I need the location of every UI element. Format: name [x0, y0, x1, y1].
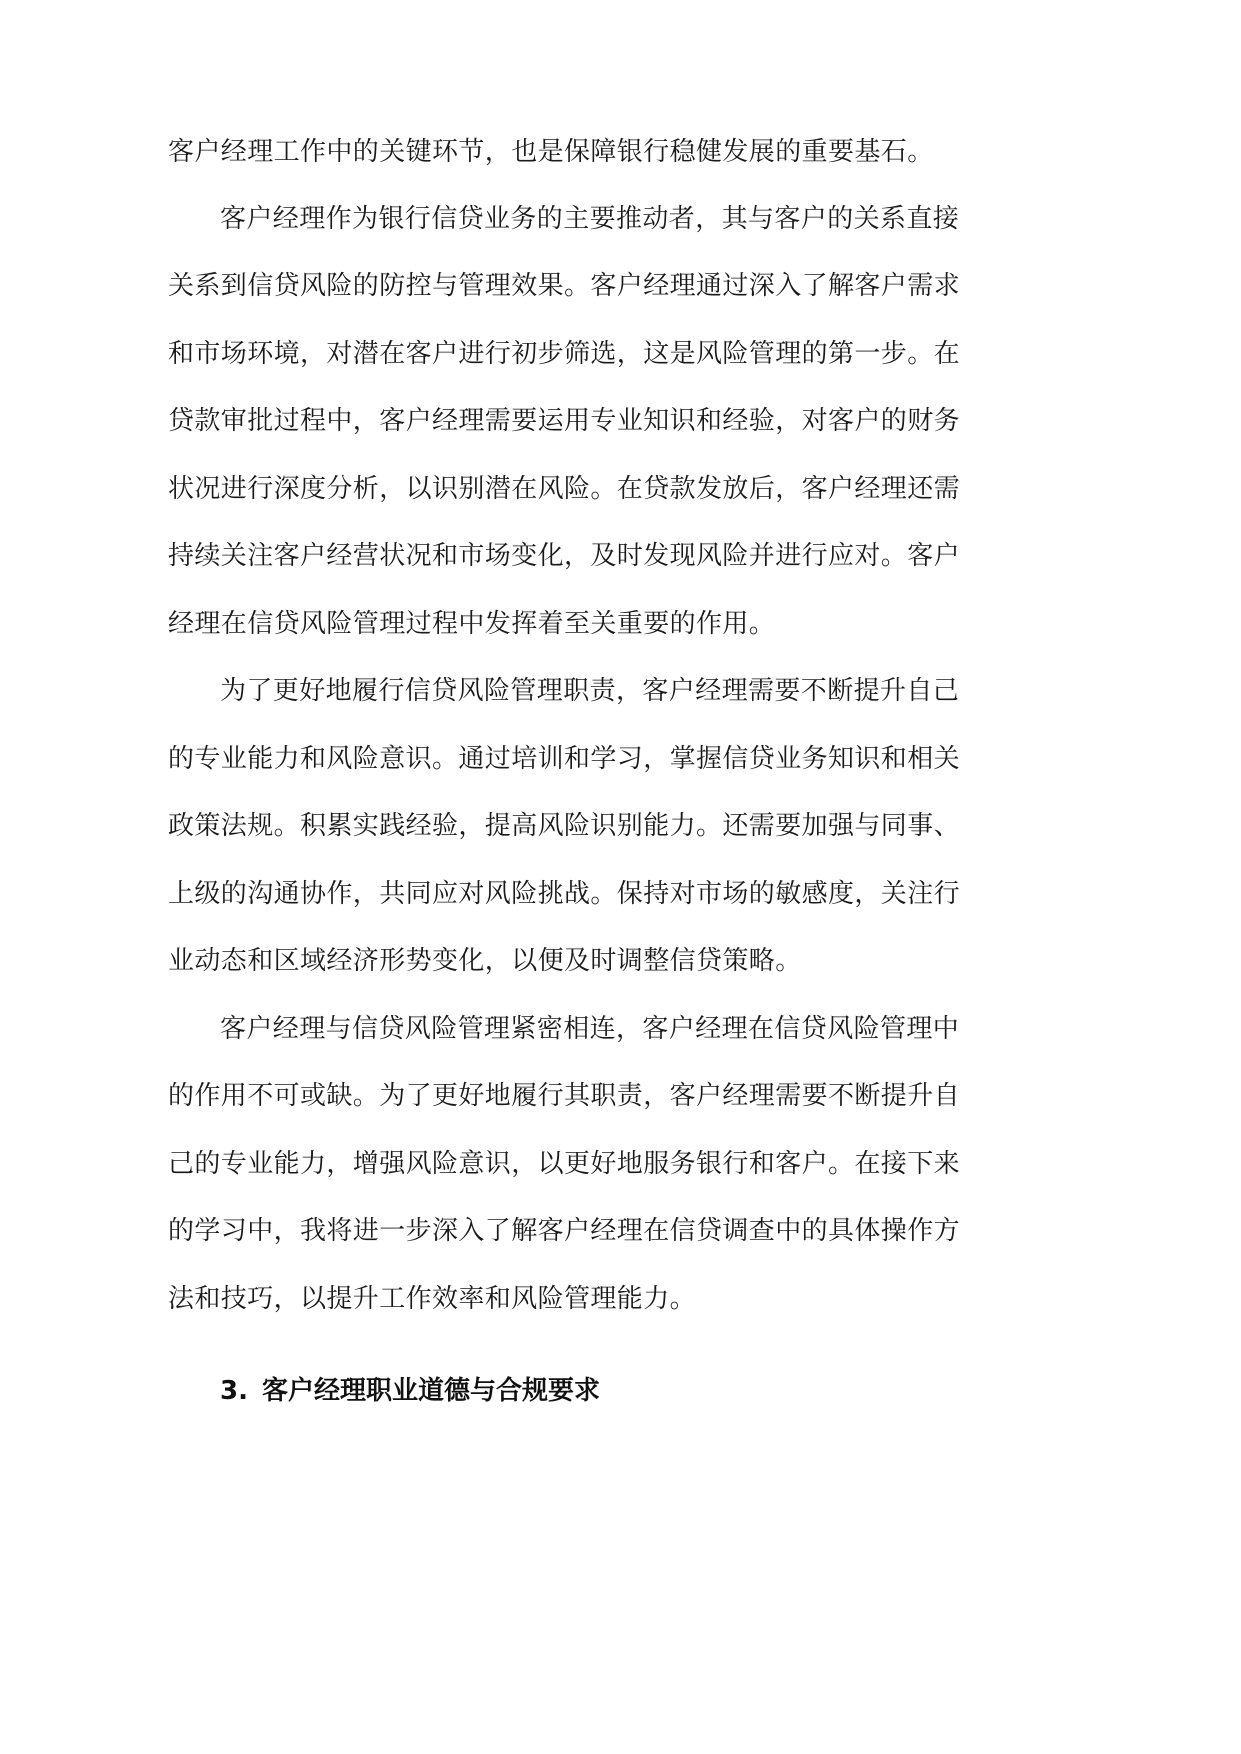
paragraph-4-line-5: 法和技巧，以提升工作效率和风险管理能力。 [168, 1284, 697, 1314]
section-number: 3. [220, 1376, 248, 1406]
paragraph-2-line-2: 关系到信贷风险的防控与管理效果。客户经理通过深入了解客户需求 [168, 271, 961, 301]
paragraph-2-line-1: 客户经理作为银行信贷业务的主要推动者，其与客户的关系直接 [220, 204, 960, 234]
paragraph-4-line-1: 客户经理与信贷风险管理紧密相连，客户经理在信贷风险管理中 [220, 1014, 960, 1044]
paragraph-3-line-2: 的专业能力和风险意识。通过培训和学习，掌握信贷业务知识和相关 [168, 744, 961, 774]
paragraph-4-line-2: 的作用不可或缺。为了更好地履行其职责，客户经理需要不断提升自 [168, 1081, 961, 1111]
paragraph-2-line-5: 状况进行深度分析，以识别潜在风险。在贷款发放后，客户经理还需 [168, 474, 961, 504]
paragraph-3-line-1: 为了更好地履行信贷风险管理职责，客户经理需要不断提升自己 [220, 676, 960, 706]
paragraph-2-line-3: 和市场环境，对潜在客户进行初步筛选，这是风险管理的第一步。在 [168, 339, 961, 369]
paragraph-4-line-4: 的学习中，我将进一步深入了解客户经理在信贷调查中的具体操作方 [168, 1216, 961, 1246]
paragraph-3-line-5: 业动态和区域经济形势变化，以便及时调整信贷策略。 [168, 946, 802, 976]
section-title: 客户经理职业道德与合规要求 [261, 1376, 600, 1406]
paragraph-2-line-4: 贷款审批过程中，客户经理需要运用专业知识和经验，对客户的财务 [168, 406, 961, 436]
paragraph-2-line-7: 经理在信贷风险管理过程中发挥着至关重要的作用。 [168, 609, 776, 639]
paragraph-2-line-6: 持续关注客户经营状况和市场变化，及时发现风险并进行应对。客户 [168, 541, 961, 571]
paragraph-3-line-3: 政策法规。积累实践经验，提高风险识别能力。还需要加强与同事、 [168, 811, 961, 841]
paragraph-1-line-1: 客户经理工作中的关键环节，也是保障银行稳健发展的重要基石。 [168, 137, 934, 167]
paragraph-4-line-3: 己的专业能力，增强风险意识，以更好地服务银行和客户。在接下来 [168, 1149, 961, 1179]
section-heading [220, 1373, 600, 1409]
paragraph-3-line-4: 上级的沟通协作，共同应对风险挑战。保持对市场的敏感度，关注行 [168, 879, 961, 909]
